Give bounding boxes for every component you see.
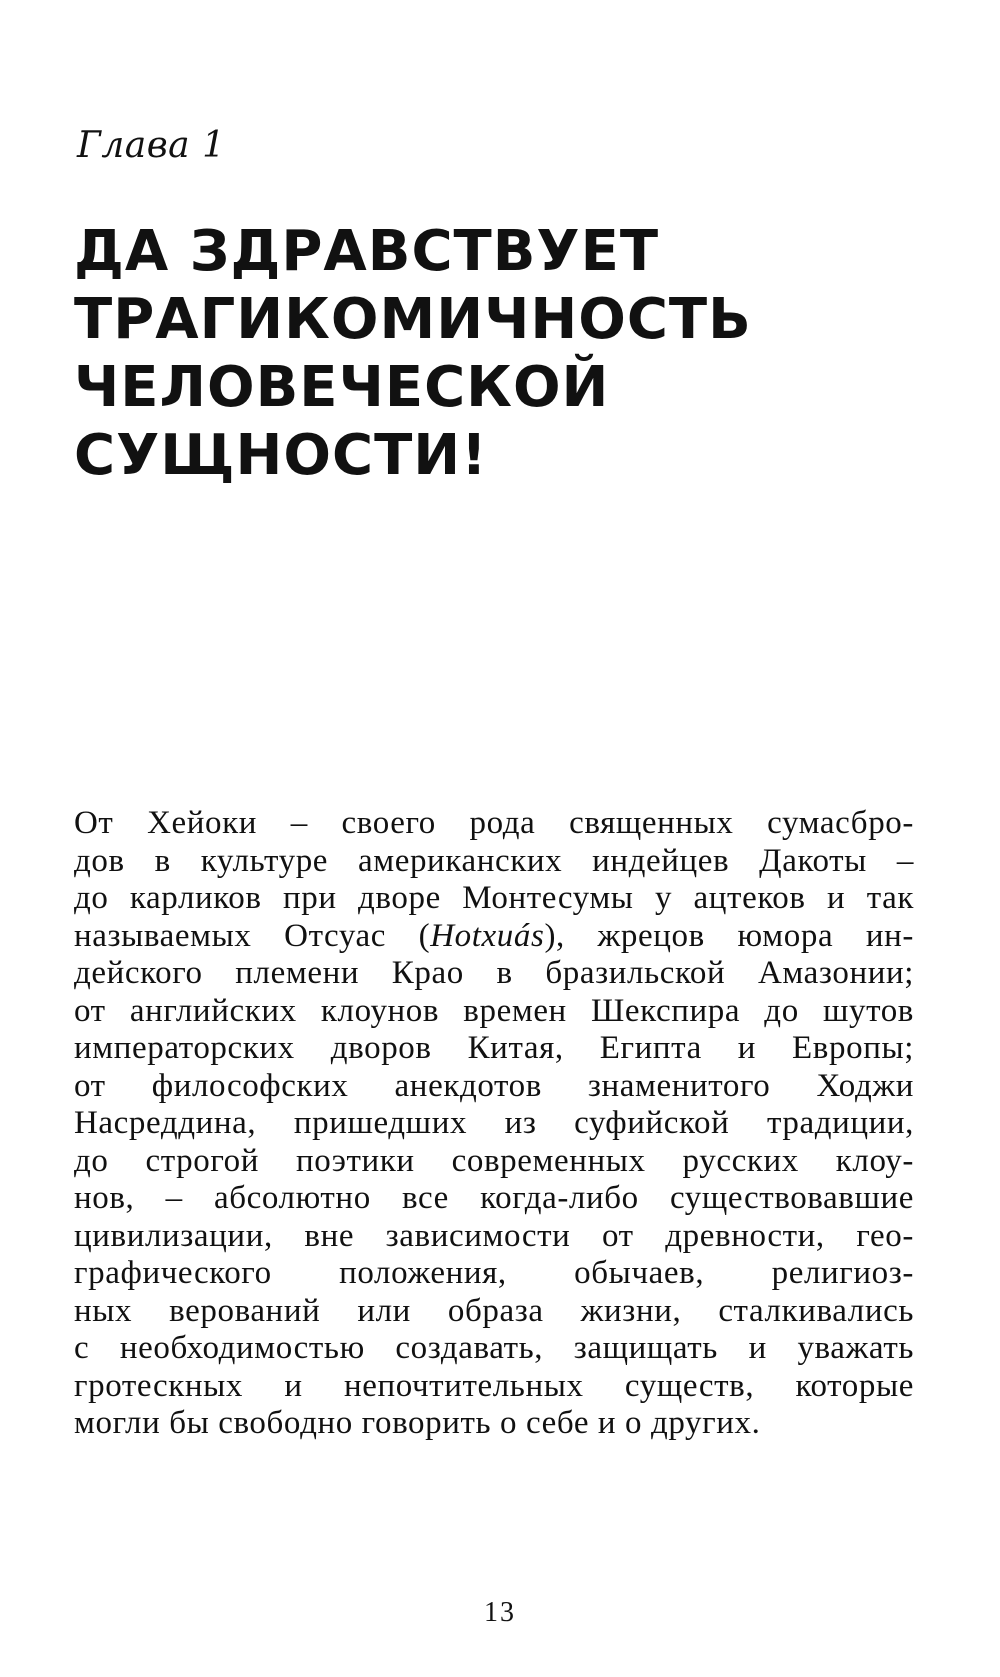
paragraph-line: с необходимостью создавать, защищать и уважать [74,1330,914,1366]
paragraph-line: до строгой поэтики современных русских клоу- [74,1142,914,1179]
paragraph-line: От Хейоки – своего рода священных сумасбро- [74,805,914,841]
paragraph-line: графического положения, обычаев, религиоз- [74,1255,914,1291]
paragraph-line: дейского племени Крао в бразильской Амазонии; [74,955,914,991]
chapter-title-line: ТРАГИКОМИЧНОСТЬ [74,287,752,352]
paragraph-line-end: ), жрецов юмора ин- [544,917,914,954]
paragraph-line: нов, – абсолютно все когда-либо существовавшие [74,1180,914,1216]
paragraph-line: ных верований или образа жизни, сталкивались [74,1292,914,1329]
italic-term: Hotxuás [430,917,545,954]
page-number: 13 [484,1597,516,1628]
paragraph-line: дов в культуре американских индейцев Дакоты – [74,842,914,879]
chapter-title-line: СУЩНОСТИ! [74,423,488,488]
paragraph-line: до карликов при дворе Монтесумы у ацтеков и так [74,880,914,916]
paragraph-line-start: называемых Отсуас ( [74,917,431,954]
paragraph-line: гротескных и непочтительных существ, которые [74,1367,914,1404]
paragraph-line: Насреддина, пришедших из суфийской традиции, [74,1105,914,1141]
paragraph-line: цивилизации, вне зависимости от древности, гео- [74,1217,914,1254]
chapter-title-line: ЧЕЛОВЕЧЕСКОЙ [74,355,610,420]
paragraph-line: от философских анекдотов знаменитого Ходжи [74,1067,914,1104]
paragraph-line: императорских дворов Китая, Египта и Европы; [74,1030,914,1066]
paragraph-line: от английских клоунов времен Шекспира до шутов [74,992,914,1029]
paragraph-line [74,918,914,956]
paragraph-line: могли бы свободно говорить о себе и о других. [74,1405,761,1441]
chapter-title-line: ДА ЗДРАВСТВУЕТ [74,219,660,284]
body-paragraph [74,805,914,1443]
chapter-title [74,218,954,490]
chapter-label: Глава 1 [77,125,226,166]
